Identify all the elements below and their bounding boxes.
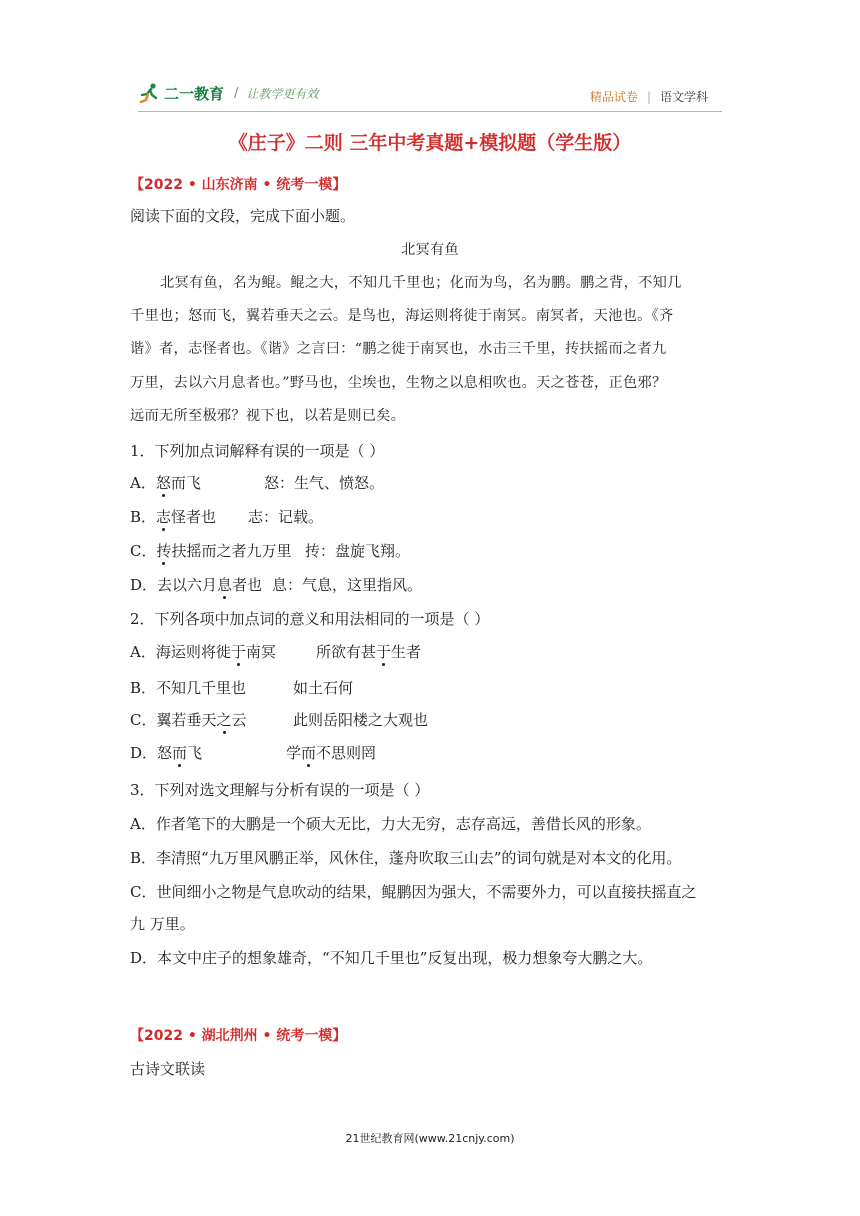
q2-option-c [130, 709, 247, 730]
instruction-2: 古诗文联读 [130, 1060, 206, 1078]
source-tag-1: 【2022 • 山东济南 • 统考一模】 [130, 177, 347, 193]
header-label-subject: 语文学科 [659, 90, 708, 104]
dotted-char: 而 [301, 744, 317, 762]
option-text: 海运则将徙 [155, 643, 231, 661]
logo-slogan: 让教学更有效 [246, 86, 319, 101]
option-label: A． [130, 474, 156, 492]
dotted-char: 于 [230, 643, 246, 661]
header-label-premium: 精品试卷 [589, 90, 638, 104]
passage-line: 北冥有鱼，名为鲲。鲲之大，不知几千里也；化而为鸟，名为鹏。鹏之背，不知几 [160, 275, 682, 291]
q2-option-c-compare: 此则岳阳楼之大观也 [293, 711, 429, 729]
source-tag-2: 【2022 • 湖北荆州 • 统考一模】 [130, 1028, 347, 1044]
logo-name: 二一教育 [164, 84, 225, 103]
q2-option-d [130, 742, 202, 763]
option-text: 南冥 [245, 643, 276, 661]
q3-option-a: A．作者笔下的大鹏是一个硕大无比，力大无穷，志存高远，善借长风的形象。 [130, 815, 651, 833]
instruction-1: 阅读下面的文段，完成下面小题。 [130, 207, 356, 225]
option-text: 去以六月 [157, 576, 218, 594]
page-title: 《庄子》二则 三年中考真题+模拟题（学生版） [228, 132, 632, 154]
option-text: 者也 [232, 576, 263, 594]
option-text: 不思则罔 [316, 744, 377, 762]
header-divider: | [646, 90, 651, 104]
logo-separator: / [234, 85, 239, 101]
q1-option-d-explanation: 息：气息，这里指风。 [272, 576, 423, 594]
page-footer: 21世纪教育网(www.21cnjy.com) [345, 1132, 515, 1145]
option-label: A． [130, 643, 156, 661]
dotted-char: 志 [156, 508, 172, 526]
option-label: B． [130, 508, 157, 526]
passage-line: 远而无所至极邪？视下也，以若是则已矣。 [130, 408, 406, 424]
q3-option-c-continued: 九 万里。 [130, 915, 195, 933]
option-text: 翼若垂天 [156, 711, 217, 729]
option-text: 生者 [391, 643, 422, 661]
q2-option-b [130, 677, 246, 698]
q2-option-b-compare: 如土石何 [293, 679, 354, 697]
passage-line: 千里也；怒而飞，翼若垂天之云。是鸟也，海运则将徙于南冥。南冥者，天池也。《齐 [130, 308, 674, 324]
header-rule [138, 111, 722, 112]
option-text: 而飞 [170, 474, 201, 492]
q3-option-c: C．世间细小之物是气息吹动的结果，鲲鹏因为强大，不需要外力，可以直接扶摇直之 [130, 883, 697, 901]
page-header [0, 70, 860, 114]
passage-line: 谐》者，志怪者也。《谐》之言曰：“鹏之徙于南冥也，水击三千里，抟扶摇而之者九 [130, 341, 667, 357]
dotted-char: 抟 [156, 542, 172, 560]
option-label: B． [130, 679, 157, 697]
q3-option-d: D．本文中庄子的想象雄奇，“不知几千里也”反复出现，极力想象夸大鹏之大。 [130, 949, 653, 967]
dotted-char: 而 [172, 744, 188, 762]
q1-option-c [130, 540, 292, 561]
option-text: 飞 [187, 744, 203, 762]
option-text: 云 [231, 711, 247, 729]
dotted-char: 怒 [155, 474, 171, 492]
question-2-stem: 2．下列各项中加点词的意义和用法相同的一项是（ ） [130, 610, 490, 628]
q1-option-b-explanation: 志：记载。 [248, 508, 324, 526]
option-text: 所欲有甚 [316, 643, 377, 661]
option-text: 学 [286, 744, 302, 762]
option-text: 扶摇而之者九万里 [171, 542, 292, 560]
option-text: 不知几千里也 [156, 679, 247, 697]
q1-option-d [130, 574, 262, 595]
q3-option-b: B．李清照“九万里风鹏正举，风休住，蓬舟吹取三山去”的词句就是对本文的化用。 [130, 849, 682, 867]
dotted-char: 息 [217, 576, 233, 594]
option-label: C． [130, 542, 157, 560]
option-text: 怪者也 [171, 508, 217, 526]
passage-title: 北冥有鱼 [401, 242, 459, 258]
option-text: 怒 [157, 744, 173, 762]
passage-line: 万里，去以六月息者也。”野马也，尘埃也，生物之以息相吹也。天之苍苍，正色邪？ [130, 375, 667, 391]
option-label: D． [130, 576, 158, 594]
brand-logo [138, 82, 318, 104]
question-3-stem: 3．下列对选文理解与分析有误的一项是（ ） [130, 781, 430, 799]
q1-option-a [130, 472, 201, 493]
dotted-char: 于 [376, 643, 392, 661]
q2-option-a [130, 641, 276, 662]
q2-option-a-compare [316, 641, 421, 662]
option-label: D． [130, 744, 158, 762]
dotted-char: 之 [216, 711, 232, 729]
option-label: C． [130, 711, 157, 729]
question-1-stem: 1．下列加点词解释有误的一项是（ ） [130, 442, 385, 460]
header-labels [590, 88, 708, 105]
q1-option-a-explanation: 怒：生气、愤怒。 [264, 474, 385, 492]
q1-option-b [130, 506, 216, 527]
q1-option-c-explanation: 抟：盘旋飞翔。 [305, 542, 411, 560]
q2-option-d-compare [286, 742, 376, 763]
running-figure-icon [138, 82, 160, 104]
